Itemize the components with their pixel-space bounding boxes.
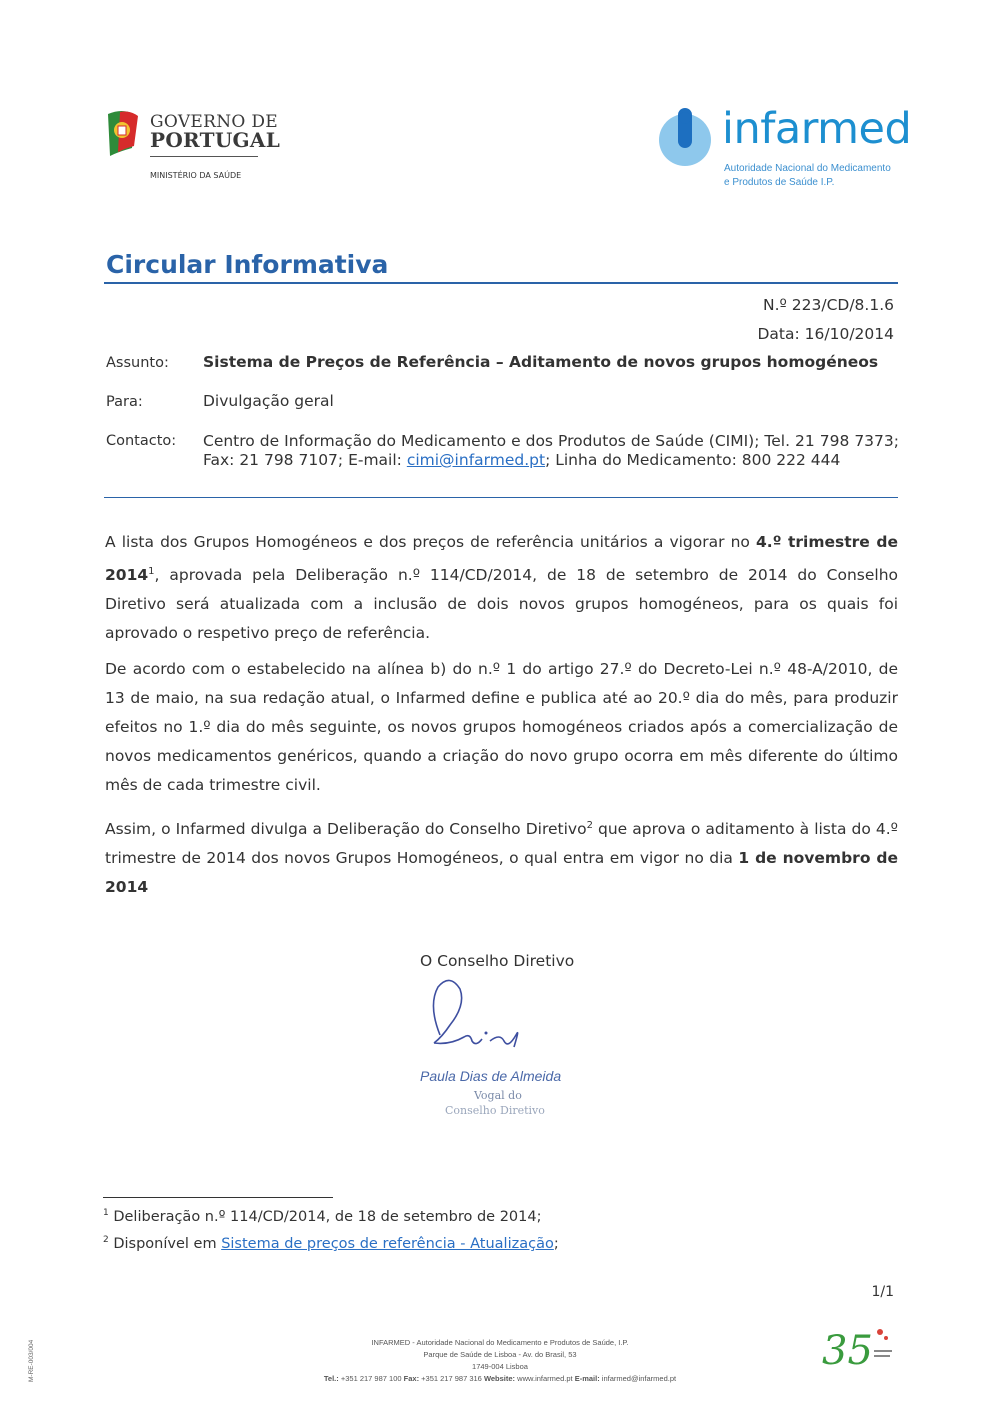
footer-email[interactable]: infarmed@infarmed.pt	[601, 1374, 677, 1383]
footer-address	[230, 1337, 770, 1385]
footnote-1	[103, 1208, 541, 1225]
footer-email-label: E-mail:	[574, 1374, 600, 1383]
p1-text-b: , aprovada pela Deliberação n.º 114/CD/2014, de 18 de setembro de 2014 do Conselho Diretivo será atualizada com a inclusão de dois novos grupos homogéneos, para os quais foi aprovado o respetivo preço de referência.	[105, 566, 898, 643]
footer-line1: INFARMED - Autoridade Nacional do Medicamento e Produtos de Saúde, I.P.	[371, 1338, 629, 1347]
footnote-2-post: ;	[553, 1235, 559, 1252]
footnote-2-pre: Disponível em	[108, 1235, 222, 1252]
assunto-value: Sistema de Preços de Referência – Aditamento de novos grupos homogéneos	[203, 353, 879, 371]
gov-logo-line1: GOVERNO DE	[150, 112, 278, 132]
anniversary-35-logo	[820, 1322, 895, 1372]
body-paragraph-1	[105, 528, 898, 648]
infarmed-tagline-line1: Autoridade Nacional do Medicamento	[724, 163, 891, 174]
infarmed-symbol-icon	[655, 106, 715, 168]
para-label: Para:	[106, 394, 143, 410]
p3-text-a: Assim, o Infarmed divulga a Deliberação do Conselho Diretivo	[105, 820, 587, 839]
footnote-2	[103, 1235, 559, 1252]
gov-logo-divider	[150, 156, 258, 157]
footer-web[interactable]: www.infarmed.pt	[517, 1374, 573, 1383]
footer-tel-label: Tel.:	[323, 1374, 339, 1383]
footer-line2: Parque de Saúde de Lisboa - Av. do Brasil, 53	[423, 1350, 577, 1359]
body-paragraph-2: De acordo com o estabelecido na alínea b) do n.º 1 do artigo 27.º do Decreto-Lei n.º 48-A/2010, de 13 de maio, na sua redação atual, o Infarmed define e publica até ao 20.º dia do mês, para produzir efeitos no 1.º dia do mês seguinte, os novos grupos homogéneos criados após a comercialização de novos medicamentos genéricos, quando a criação do novo grupo ocorra em mês diferente do último mês de cada trimestre civil.	[105, 660, 898, 794]
contacto-email-link[interactable]: cimi@infarmed.pt	[406, 451, 546, 469]
document-title: Circular Informativa	[106, 250, 389, 279]
contacto-label: Contacto:	[106, 433, 177, 449]
footer-line3: 1749-004 Lisboa	[472, 1362, 528, 1371]
p1-text-a: A lista dos Grupos Homogéneos e dos preços de referência unitários a vigorar no	[105, 533, 757, 551]
footer-fax: +351 217 987 316	[421, 1374, 482, 1383]
p1-bold: 4.º trimestre de 2014	[105, 533, 899, 585]
infarmed-wordmark: infarmed	[722, 104, 912, 154]
circular-date: Data: 16/10/2014	[757, 325, 894, 343]
footnote-1-text: Deliberação n.º 114/CD/2014, de 18 de setembro de 2014;	[108, 1208, 542, 1225]
footnote-divider	[103, 1197, 333, 1198]
footer-contacts	[230, 1373, 770, 1385]
signatory-role-line2: Conselho Diretivo	[445, 1104, 545, 1117]
para-value: Divulgação geral	[203, 392, 334, 410]
infarmed-tagline-line2: e Produtos de Saúde I.P.	[724, 177, 835, 188]
p3-text-b: que aprova o aditamento à lista do 4.º trimestre de 2014 dos novos Grupos Homogéneos, o qual entra em vigor no dia	[105, 820, 898, 868]
footnote-2-number: 2	[103, 1235, 109, 1245]
signatory-role-line1: Vogal do	[474, 1089, 522, 1102]
signatory-name: Paula Dias de Almeida	[420, 1068, 562, 1084]
body-paragraph-3	[105, 811, 898, 902]
footnote-1-number: 1	[103, 1208, 109, 1218]
footer-tel: +351 217 987 100	[340, 1374, 402, 1383]
p3-footnote-ref[interactable]: 2	[586, 820, 593, 831]
infarmed-tagline	[724, 162, 891, 190]
contacto-value	[203, 432, 899, 470]
footnote-2-link[interactable]: Sistema de preços de referência - Atualização	[221, 1235, 554, 1252]
title-divider	[104, 282, 898, 284]
footer-web-label: Website:	[483, 1374, 516, 1383]
signature-heading: O Conselho Diretivo	[420, 952, 575, 970]
contacto-text-pre: Centro de Informação do Medicamento e dos Produtos de Saúde (CIMI); Tel. 21 798 7373; Fax: 21 798 7107; E-mail:	[203, 432, 899, 469]
handwritten-signature	[420, 975, 540, 1065]
assunto-label: Assunto:	[106, 355, 169, 371]
page-number: 1/1	[871, 1284, 894, 1300]
header-divider	[104, 497, 898, 498]
contacto-text-post: ; Linha do Medicamento: 800 222 444	[545, 451, 841, 469]
document-code: M-RE-003/004	[28, 1339, 35, 1382]
portugal-coat-of-arms-logo	[104, 108, 144, 158]
gov-logo-line2: PORTUGAL	[150, 128, 281, 152]
circular-number: N.º 223/CD/8.1.6	[763, 296, 894, 314]
gov-ministry: MINISTÉRIO DA SAÚDE	[150, 171, 242, 180]
p3-bold: 1 de novembro de 2014	[105, 849, 898, 897]
p1-footnote-ref[interactable]: 1	[148, 566, 155, 577]
anniversary-35-text: 35	[822, 1328, 873, 1372]
footer-fax-label: Fax:	[403, 1374, 420, 1383]
